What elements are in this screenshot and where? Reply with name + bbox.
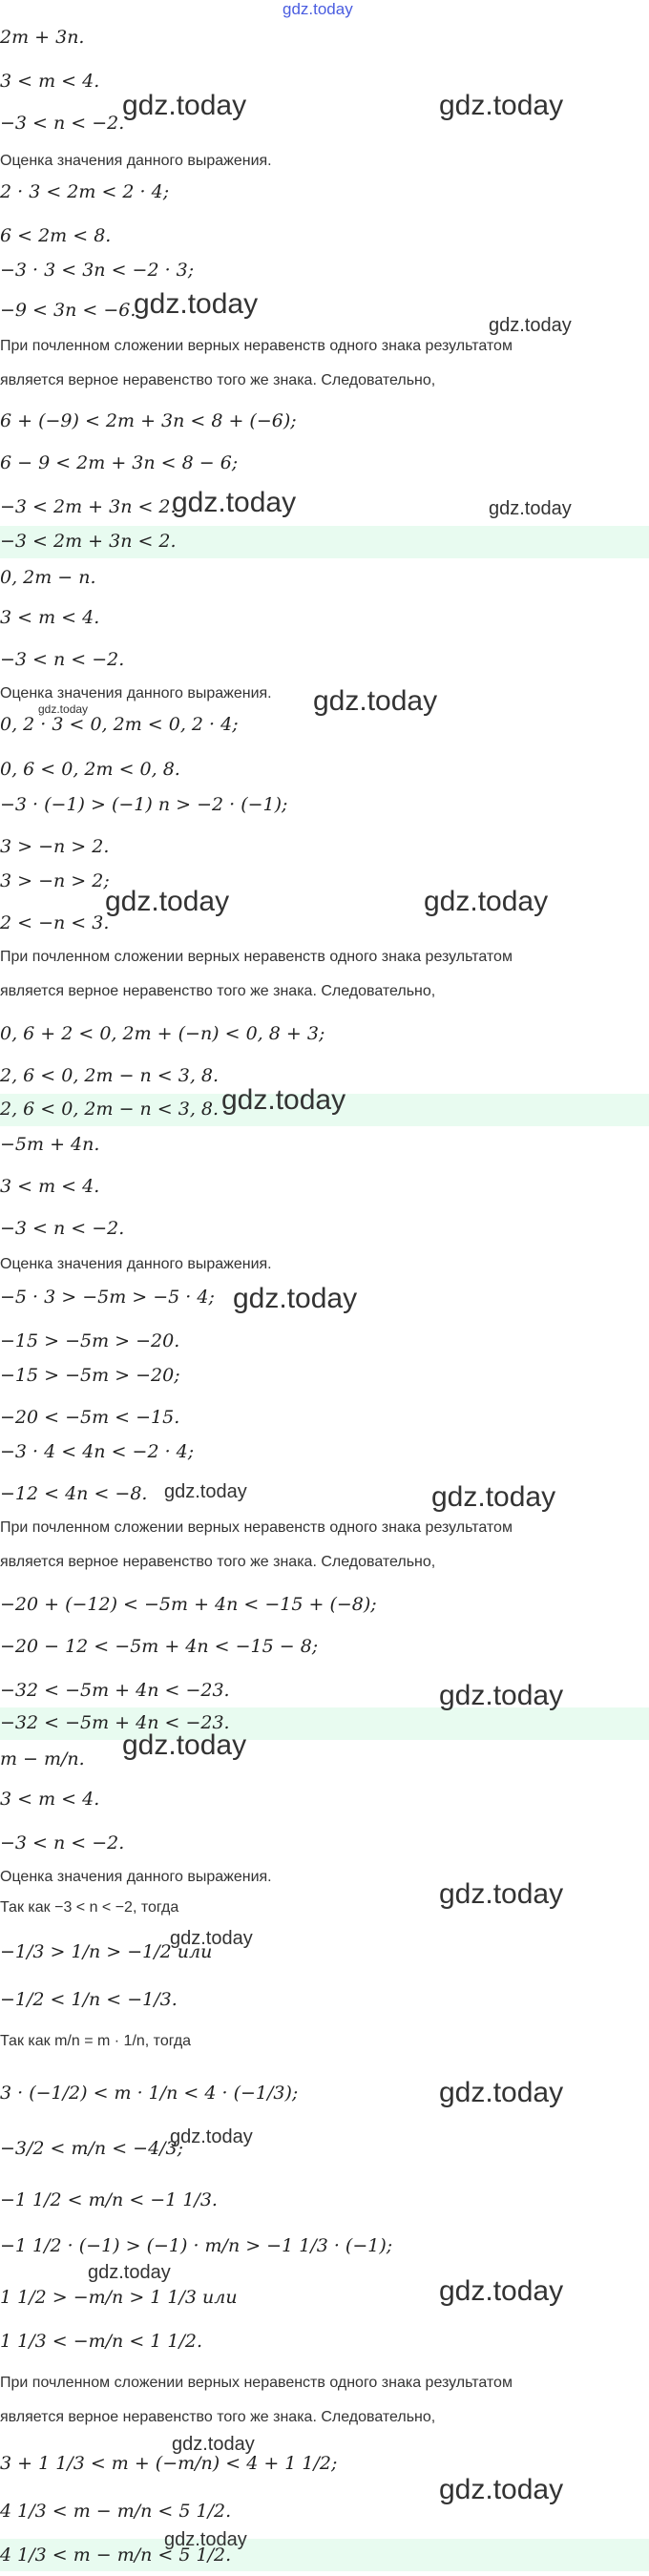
text-line: При почленном сложении верных неравенств одного знака результатом (0, 949, 513, 965)
answer-line: −3 < 2m + 3n < 2. (0, 531, 177, 552)
inequality: −3 · (−1) > (−1) n > −2 · (−1); (0, 794, 288, 815)
watermark: gdz.today (170, 2126, 253, 2147)
watermark: gdz.today (38, 702, 89, 716)
inequality: 2, 6 < 0, 2m − n < 3, 8. (0, 1065, 220, 1086)
watermark: gdz.today (233, 1283, 358, 1314)
watermark: gdz.today (439, 2077, 564, 2108)
text-line: При почленном сложении верных неравенств одного знака результатом (0, 1519, 513, 1536)
watermark: gdz.today (164, 2529, 247, 2550)
text-line: Оценка значения данного выражения. (0, 1256, 272, 1272)
text-line: Оценка значения данного выражения. (0, 685, 272, 702)
text-line: Так как m/n = m · 1/n, тогда (0, 2033, 192, 2049)
inequality: 3 < m < 4. (0, 71, 100, 92)
text-line: является верное неравенство того же знака. Следовательно, (0, 372, 436, 388)
watermark: gdz.today (172, 2434, 255, 2455)
inequality: −3 < n < −2. (0, 1218, 125, 1239)
inequality: −3 < n < −2. (0, 1833, 125, 1853)
inequality: 3 < m < 4. (0, 1176, 100, 1197)
text-line: При почленном сложении верных неравенств одного знака результатом (0, 2375, 513, 2391)
watermark: gdz.today (431, 1481, 556, 1513)
inequality: −20 < −5m < −15. (0, 1407, 180, 1428)
inequality: −3 < n < −2. (0, 649, 125, 670)
watermark: gdz.today (170, 1928, 253, 1949)
inequality: −15 > −5m > −20. (0, 1330, 180, 1351)
watermark: gdz.today (439, 1680, 564, 1711)
inequality: −12 < 4n < −8. (0, 1483, 148, 1504)
inequality: 4 1/3 < m − m/n < 5 1/2. (0, 2501, 232, 2522)
watermark: gdz.today (122, 90, 247, 121)
answer-line: −32 < −5m + 4n < −23. (0, 1712, 230, 1733)
text-line: При почленном сложении верных неравенств одного знака результатом (0, 338, 513, 354)
inequality: −32 < −5m + 4n < −23. (0, 1680, 230, 1701)
inequality: −3/2 < m/n < −4/3; (0, 2138, 184, 2159)
inequality: 2 < −n < 3. (0, 912, 110, 933)
watermark: gdz.today (221, 1084, 346, 1116)
inequality: 0, 2 · 3 < 0, 2m < 0, 2 · 4; (0, 714, 239, 735)
text-line: Так как −3 < n < −2, тогда (0, 1899, 179, 1916)
watermark: gdz.today (439, 90, 564, 121)
inequality: 6 + (−9) < 2m + 3n < 8 + (−6); (0, 410, 297, 431)
watermark: gdz.today (439, 2275, 564, 2307)
expression: m − m/n. (0, 1749, 85, 1770)
watermark: gdz.today (134, 288, 259, 320)
answer-line: 2, 6 < 0, 2m − n < 3, 8. (0, 1099, 220, 1120)
inequality: 3 > −n > 2; (0, 870, 110, 891)
watermark: gdz.today (489, 498, 572, 519)
expression: 0, 2m − n. (0, 567, 96, 588)
site-logo[interactable]: gdz.today (283, 0, 353, 18)
inequality: 3 · (−1/2) < m · 1/n < 4 · (−1/3); (0, 2083, 299, 2104)
text-line: Оценка значения данного выражения. (0, 153, 272, 169)
watermark: gdz.today (105, 886, 230, 917)
inequality: 0, 6 + 2 < 0, 2m + (−n) < 0, 8 + 3; (0, 1023, 325, 1044)
inequality: −1/2 < 1/n < −1/3. (0, 1989, 178, 2010)
watermark: gdz.today (164, 1481, 247, 1502)
text-line: является верное неравенство того же знака. Следовательно, (0, 983, 436, 999)
expression: −5m + 4n. (0, 1134, 100, 1155)
text-line: является верное неравенство того же знака. Следовательно, (0, 2409, 436, 2425)
watermark: gdz.today (439, 1878, 564, 1910)
inequality: −3 < 2m + 3n < 2. (0, 496, 177, 517)
inequality: −1 1/2 · (−1) > (−1) · m/n > −1 1/3 · (−1); (0, 2235, 393, 2256)
inequality: 3 + 1 1/3 < m + (−m/n) < 4 + 1 1/2; (0, 2453, 338, 2474)
inequality: −3 · 4 < 4n < −2 · 4; (0, 1441, 195, 1462)
inequality: −20 + (−12) < −5m + 4n < −15 + (−8); (0, 1594, 377, 1615)
inequality: −5 · 3 > −5m > −5 · 4; (0, 1287, 215, 1308)
inequality: −1 1/2 < m/n < −1 1/3. (0, 2189, 218, 2210)
inequality: 6 < 2m < 8. (0, 225, 112, 246)
inequality: 3 > −n > 2. (0, 836, 110, 857)
watermark: gdz.today (424, 886, 549, 917)
text-line: Оценка значения данного выражения. (0, 1869, 272, 1885)
answer-line: 4 1/3 < m − m/n < 5 1/2. (0, 2545, 232, 2566)
watermark: gdz.today (439, 2474, 564, 2505)
watermark: gdz.today (172, 487, 297, 518)
inequality: 3 < m < 4. (0, 1789, 100, 1810)
text-line: является верное неравенство того же знака. Следовательно, (0, 1554, 436, 1570)
inequality: −15 > −5m > −20; (0, 1365, 180, 1386)
inequality: 3 < m < 4. (0, 607, 100, 628)
inequality: 1 1/2 > −m/n > 1 1/3 или (0, 2287, 238, 2308)
inequality: −9 < 3n < −6. (0, 300, 136, 321)
watermark: gdz.today (313, 685, 438, 717)
inequality: −1/3 > 1/n > −1/2 или (0, 1941, 213, 1962)
inequality: 1 1/3 < −m/n < 1 1/2. (0, 2331, 203, 2352)
inequality: −3 < n < −2. (0, 113, 125, 134)
inequality: 6 − 9 < 2m + 3n < 8 − 6; (0, 452, 239, 473)
inequality: 2 · 3 < 2m < 2 · 4; (0, 181, 170, 202)
watermark: gdz.today (88, 2262, 171, 2283)
inequality: 0, 6 < 0, 2m < 0, 8. (0, 759, 180, 780)
inequality: −20 − 12 < −5m + 4n < −15 − 8; (0, 1636, 319, 1657)
expression: 2m + 3n. (0, 27, 85, 48)
watermark: gdz.today (489, 315, 572, 336)
inequality: −3 · 3 < 3n < −2 · 3; (0, 260, 195, 281)
watermark: gdz.today (122, 1729, 247, 1761)
